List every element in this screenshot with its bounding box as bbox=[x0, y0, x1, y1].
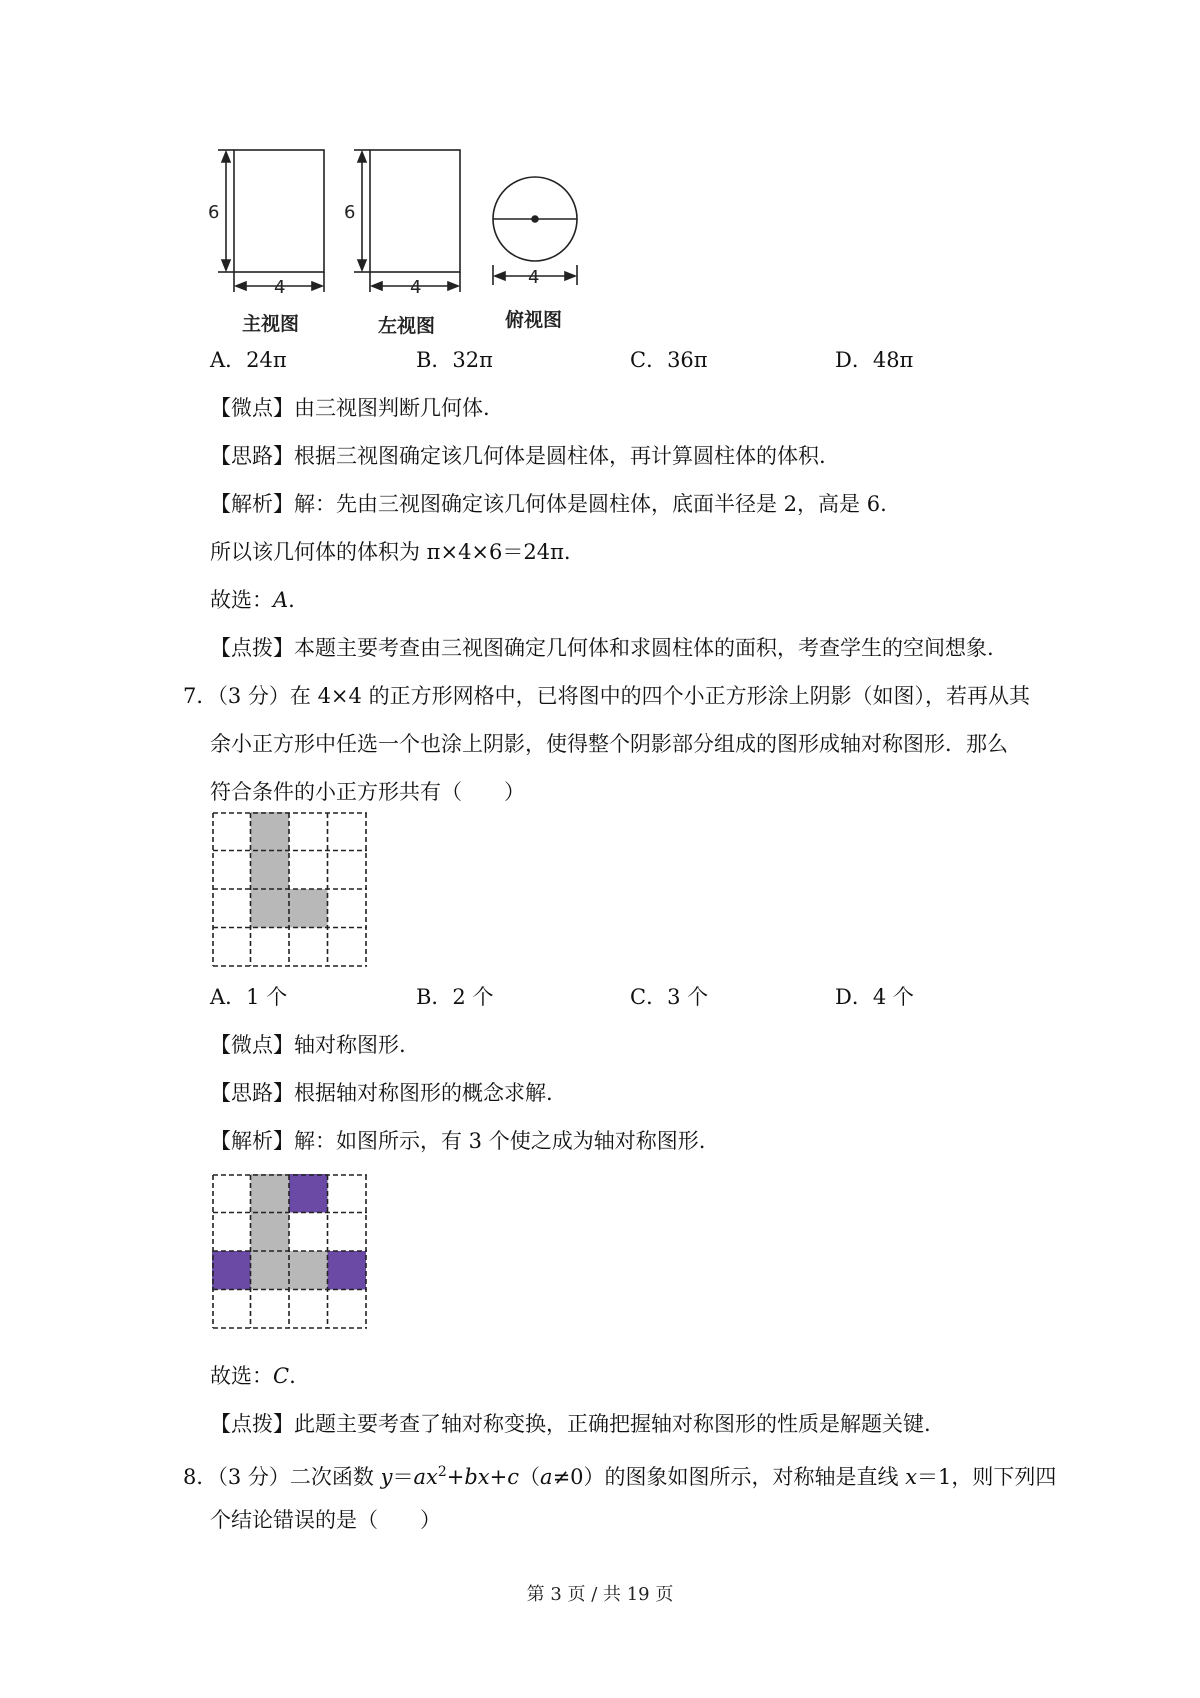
shaded-cell bbox=[251, 812, 290, 851]
q6-jiexi: 【解析】解：先由三视图确定该几何体是圆柱体，底面半径是 2，高是 6. bbox=[210, 492, 887, 516]
shaded-cell bbox=[251, 1251, 290, 1290]
shaded-cell bbox=[251, 889, 290, 928]
page-footer: 第 3 页 / 共 19 页 bbox=[526, 1584, 674, 1605]
q6-option-d: D．48π bbox=[835, 348, 914, 372]
three-view-figure bbox=[200, 140, 620, 340]
q6-weidian: 【微点】由三视图判断几何体. bbox=[210, 396, 490, 420]
shaded-cell bbox=[251, 1213, 290, 1252]
q8-stem-line-1 bbox=[183, 1457, 1056, 1492]
q8-var-y: y bbox=[380, 1465, 393, 1489]
q6-option-b: B．32π bbox=[416, 348, 493, 372]
top-view-label: 俯视图 bbox=[505, 309, 563, 331]
q6-answer-letter: A bbox=[273, 588, 289, 612]
q6-answer-prefix: 故选： bbox=[210, 588, 273, 612]
q8-paren: （ bbox=[519, 1465, 541, 1489]
q8-stem-line-2: 个结论错误的是（ ） bbox=[210, 1508, 441, 1532]
q7-option-c: C．3 个 bbox=[630, 985, 709, 1009]
left-width-dim: 4 bbox=[410, 277, 422, 298]
q6-silu: 【思路】根据三视图确定该几何体是圆柱体，再计算圆柱体的体积. bbox=[210, 444, 826, 468]
q7-answer-letter: C bbox=[273, 1364, 290, 1388]
q7-option-d: D．4 个 bbox=[835, 985, 914, 1009]
left-height-dim: 6 bbox=[344, 202, 356, 223]
q8-var-x: x bbox=[905, 1465, 918, 1489]
q6-answer-suffix: . bbox=[288, 588, 295, 612]
q8-var-ax: ax bbox=[413, 1465, 438, 1489]
q8-stem-mid: ≠0）的图象如图所示，对称轴是直线 bbox=[552, 1465, 906, 1489]
q8-sup: 2 bbox=[437, 1464, 447, 1480]
q8-eq: ＝ bbox=[392, 1465, 414, 1489]
q7-answer bbox=[210, 1361, 296, 1391]
q6-dianbo: 【点拨】本题主要考查由三视图确定几何体和求圆柱体的面积，考查学生的空间想象. bbox=[210, 636, 994, 660]
q8-stem-end: ＝1，则下列四 bbox=[917, 1465, 1057, 1489]
q8-var-a: a bbox=[540, 1465, 553, 1489]
q7-answer-prefix: 故选： bbox=[210, 1364, 273, 1388]
q6-option-c: C．36π bbox=[630, 348, 708, 372]
q7-option-a: A．1 个 bbox=[210, 985, 288, 1009]
q7-dianbo: 【点拨】此题主要考查了轴对称变换，正确把握轴对称图形的性质是解题关键. bbox=[210, 1412, 931, 1436]
q8-var-bx: bx bbox=[464, 1465, 490, 1489]
q7-option-b: B．2 个 bbox=[416, 985, 494, 1009]
left-view-label: 左视图 bbox=[378, 315, 436, 337]
added-cell bbox=[328, 1251, 367, 1290]
added-cell bbox=[289, 1174, 328, 1213]
shaded-cell bbox=[289, 889, 328, 928]
q7-answer-suffix: . bbox=[289, 1364, 296, 1388]
q7-weidian: 【微点】轴对称图形. bbox=[210, 1033, 406, 1057]
top-width-dim: 4 bbox=[528, 267, 540, 288]
shaded-cell bbox=[251, 1174, 290, 1213]
shaded-cell bbox=[289, 1251, 328, 1290]
q8-plus-1: + bbox=[446, 1465, 465, 1489]
q7-grid-question bbox=[212, 812, 372, 972]
q8-stem-prefix: 8．（3 分）二次函数 bbox=[183, 1465, 381, 1489]
q8-var-c: c bbox=[507, 1465, 520, 1489]
shaded-cell bbox=[251, 851, 290, 890]
q6-answer bbox=[210, 585, 295, 615]
q7-stem-line-1: 7．（3 分）在 4×4 的正方形网格中，已将图中的四个小正方形涂上阴影（如图），若再从其 bbox=[183, 684, 1031, 708]
q8-plus-2: + bbox=[489, 1465, 508, 1489]
front-view-label: 主视图 bbox=[242, 313, 300, 335]
front-width-dim: 4 bbox=[274, 277, 286, 298]
q7-grid-solution bbox=[212, 1174, 372, 1334]
front-height-dim: 6 bbox=[208, 202, 220, 223]
q7-stem-line-2: 余小正方形中任选一个也涂上阴影，使得整个阴影部分组成的图形成轴对称图形．那么 bbox=[210, 732, 1008, 756]
q7-silu: 【思路】根据轴对称图形的概念求解. bbox=[210, 1081, 553, 1105]
q7-stem-line-3: 符合条件的小正方形共有（ ） bbox=[210, 780, 525, 804]
q7-jiexi: 【解析】解：如图所示，有 3 个使之成为轴对称图形. bbox=[210, 1129, 706, 1153]
left-view bbox=[354, 150, 460, 292]
q6-jiexi-2: 所以该几何体的体积为 π×4×6＝24π. bbox=[210, 540, 571, 564]
front-view bbox=[218, 150, 324, 292]
q6-option-a: A．24π bbox=[210, 348, 287, 372]
added-cell bbox=[212, 1251, 251, 1290]
